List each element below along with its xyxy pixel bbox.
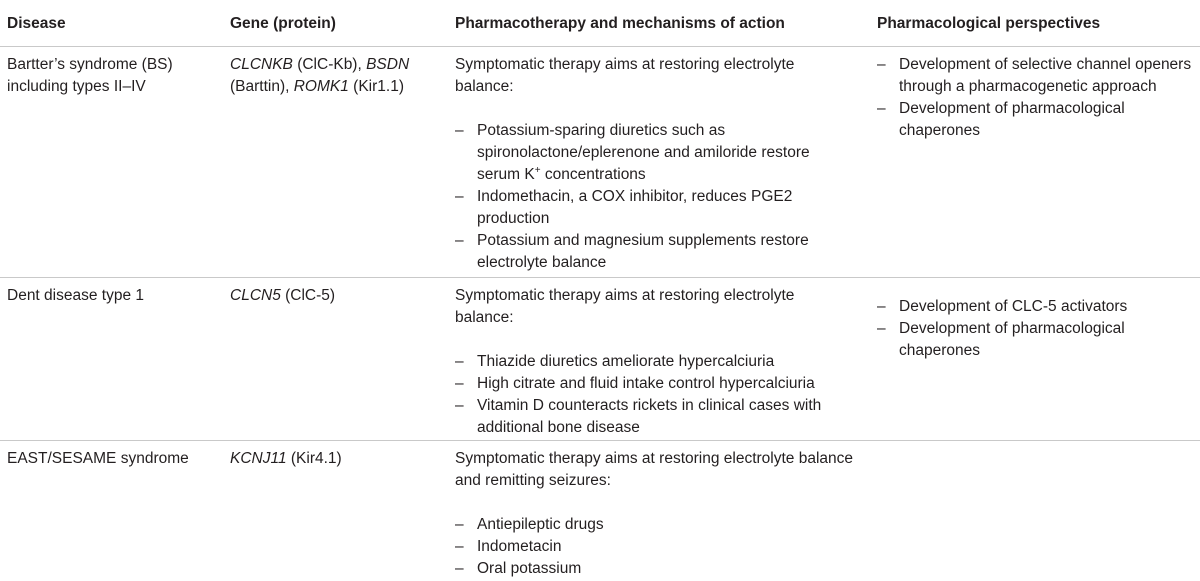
protein-text: (ClC-Kb),: [292, 56, 367, 73]
protein-text: (Barttin),: [230, 78, 294, 95]
disease-cell: Bartter’s syndrome (BS) including types II–IV: [7, 56, 173, 95]
gene-symbol: BSDN: [366, 56, 410, 73]
therapy-item: – High citrate and fluid intake control hypercalciuria: [455, 373, 855, 395]
perspectives-list: [877, 296, 1197, 362]
gene-symbol: CLCN5: [230, 287, 281, 304]
superscript-plus: +: [534, 165, 541, 176]
gene-cell: [230, 278, 445, 307]
gene-cell: [230, 47, 445, 98]
perspectives-cell: [877, 278, 1197, 362]
therapy-item: – Antiepileptic drugs: [455, 514, 855, 536]
therapy-cell: [455, 441, 855, 580]
perspective-item: – Development of pharmacological chaperones: [877, 98, 1197, 142]
therapy-list: [455, 351, 855, 439]
therapy-item: – Oral potassium: [455, 558, 855, 580]
gene-cell: [230, 441, 445, 470]
header-pharmacotherapy: Pharmacotherapy and mechanisms of action: [455, 15, 785, 32]
table-row: [0, 47, 1200, 277]
disease-cell: EAST/SESAME syndrome: [7, 450, 189, 467]
header-gene: Gene (protein): [230, 15, 336, 32]
therapy-cell: [455, 47, 855, 274]
therapy-item: – Vitamin D counteracts rickets in clinical cases with additional bone disease: [455, 395, 855, 439]
table-row: [0, 440, 1200, 581]
perspectives-cell: [877, 47, 1197, 142]
protein-text: (ClC-5): [280, 287, 336, 304]
therapy-item: – Potassium and magnesium supplements restore electrolyte balance: [455, 230, 855, 274]
therapy-item-text: Potassium-sparing diuretics such as spironolactone/eplerenone and amiloride restore serum K: [477, 122, 810, 183]
gene-symbol: CLCNKB: [230, 56, 293, 73]
table-header-row: [0, 4, 1200, 47]
perspectives-list: [877, 54, 1197, 142]
disease-table: [0, 4, 1200, 581]
therapy-intro: Symptomatic therapy aims at restoring electrolyte balance and remitting seizures:: [455, 450, 854, 489]
therapy-intro: Symptomatic therapy aims at restoring electrolyte balance:: [455, 56, 795, 95]
therapy-list: [455, 514, 855, 580]
therapy-cell: [455, 278, 855, 439]
disease-cell: Dent disease type 1: [7, 287, 145, 304]
therapy-item: – Indomethacin, a COX inhibitor, reduces PGE2 production: [455, 186, 855, 230]
therapy-item: – Indometacin: [455, 536, 855, 558]
perspectives-cell: [877, 441, 1197, 448]
perspective-item: – Development of selective channel openers through a pharmacogenetic approach: [877, 54, 1197, 98]
header-perspectives: Pharmacological perspectives: [877, 15, 1101, 32]
header-disease: Disease: [7, 15, 66, 32]
protein-text: (Kir1.1): [348, 78, 404, 95]
perspective-item: – Development of pharmacological chaperones: [877, 318, 1197, 362]
table-row: [0, 277, 1200, 440]
protein-text: (Kir4.1): [286, 450, 342, 467]
therapy-intro: Symptomatic therapy aims at restoring electrolyte balance:: [455, 287, 795, 326]
perspective-item: – Development of CLC-5 activators: [877, 296, 1197, 318]
therapy-item: – Thiazide diuretics ameliorate hypercalciuria: [455, 351, 855, 373]
gene-symbol: ROMK1: [293, 78, 349, 95]
therapy-list: [455, 120, 855, 274]
therapy-item-tail: concentrations: [540, 166, 646, 183]
gene-symbol: KCNJ11: [230, 450, 287, 467]
therapy-item: [455, 120, 855, 186]
